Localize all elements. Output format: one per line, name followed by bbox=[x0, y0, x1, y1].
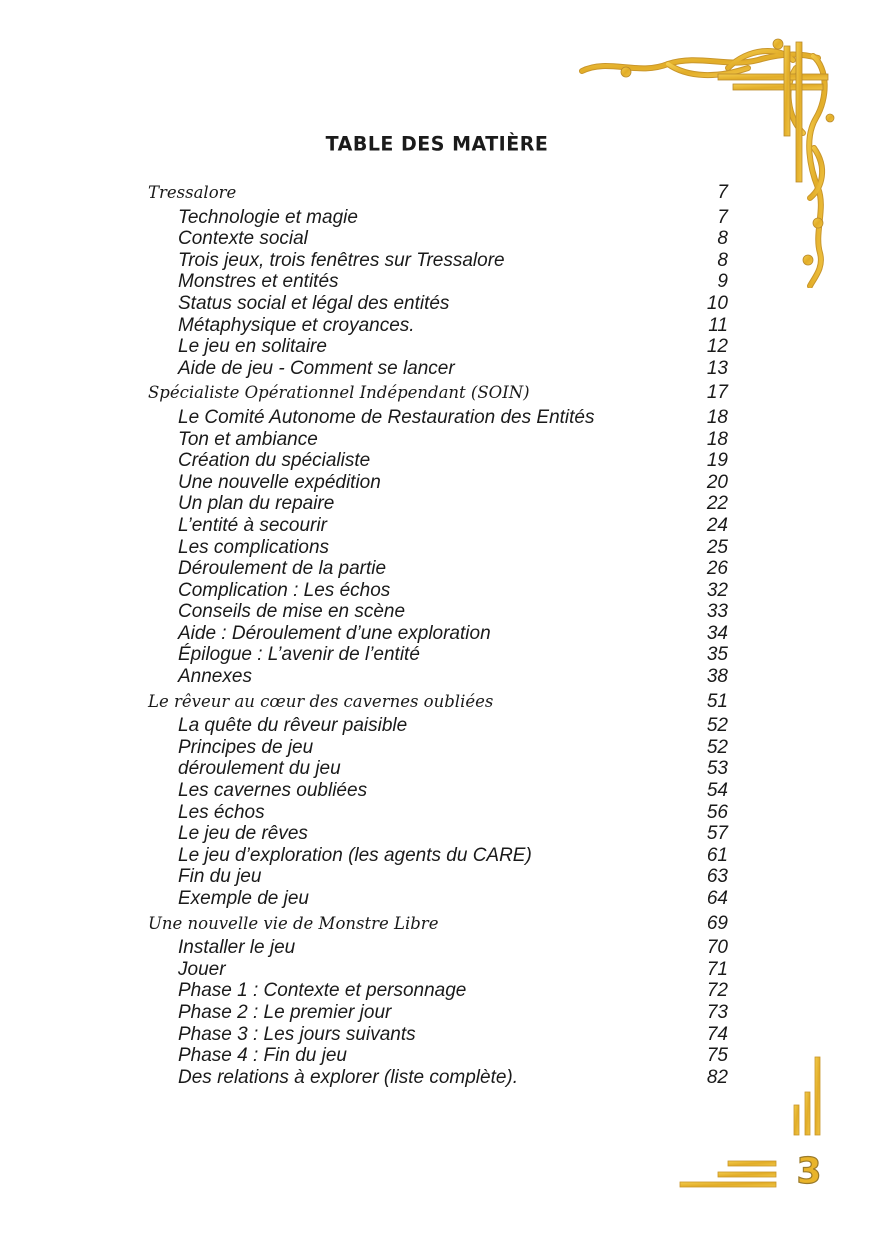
toc-subsection-entry[interactable] bbox=[148, 1067, 728, 1089]
toc-entry-page-number: 25 bbox=[706, 536, 728, 558]
toc-entry-page-number: 72 bbox=[706, 980, 728, 1002]
toc-entry-page-number: 26 bbox=[706, 558, 728, 580]
toc-entry-label: Trois jeux, trois fenêtres sur Tressalore bbox=[178, 249, 505, 271]
toc-entry-label: Création du spécialiste bbox=[178, 450, 371, 472]
toc-entry-page-number: 69 bbox=[706, 912, 728, 934]
toc-entry-page-number: 18 bbox=[706, 406, 728, 428]
toc-subsection-entry[interactable] bbox=[148, 959, 728, 981]
toc-entry-page-number: 53 bbox=[706, 758, 728, 780]
page-title: TABLE DES MATIÈRE bbox=[325, 132, 549, 156]
toc-entry-page-number: 13 bbox=[706, 357, 728, 379]
toc-entry-label: Jouer bbox=[178, 958, 226, 980]
toc-subsection-entry[interactable] bbox=[148, 823, 728, 845]
toc-subsection-entry[interactable] bbox=[148, 1024, 728, 1046]
toc-subsection-entry[interactable] bbox=[148, 336, 728, 358]
toc-entry-label: Le jeu d’exploration (les agents du CARE) bbox=[178, 844, 532, 866]
toc-entry-label: Phase 1 : Contexte et personnage bbox=[178, 980, 467, 1002]
page-number: 3 bbox=[796, 1151, 822, 1192]
toc-entry-label: Installer le jeu bbox=[178, 937, 296, 959]
toc-entry-page-number: 7 bbox=[717, 206, 728, 228]
toc-entry-page-number: 70 bbox=[706, 937, 728, 959]
toc-entry-label: Une nouvelle expédition bbox=[178, 471, 381, 493]
toc-entry-label: Les échos bbox=[178, 801, 265, 823]
toc-subsection-entry[interactable] bbox=[148, 228, 728, 250]
toc-entry-page-number: 75 bbox=[706, 1045, 728, 1067]
toc-entry-label: Conseils de mise en scène bbox=[178, 601, 406, 623]
toc-subsection-entry[interactable] bbox=[148, 493, 728, 515]
toc-section-entry[interactable] bbox=[148, 913, 728, 935]
toc-entry-page-number: 22 bbox=[706, 493, 728, 515]
toc-subsection-entry[interactable] bbox=[148, 358, 728, 380]
toc-entry-page-number: 8 bbox=[717, 228, 728, 250]
toc-entry-label: Phase 3 : Les jours suivants bbox=[178, 1023, 416, 1045]
toc-subsection-entry[interactable] bbox=[148, 472, 728, 494]
toc-entry-page-number: 63 bbox=[706, 866, 728, 888]
toc-subsection-entry[interactable] bbox=[148, 937, 728, 959]
toc-subsection-entry[interactable] bbox=[148, 537, 728, 559]
toc-entry-label: Tressalore bbox=[148, 183, 237, 202]
toc-entry-page-number: 52 bbox=[706, 736, 728, 758]
toc-entry-page-number: 56 bbox=[706, 801, 728, 823]
toc-subsection-entry[interactable] bbox=[148, 271, 728, 293]
toc-entry-page-number: 32 bbox=[706, 579, 728, 601]
toc-entry-label: Un plan du repaire bbox=[178, 493, 335, 515]
toc-entry-page-number: 57 bbox=[706, 823, 728, 845]
toc-entry-page-number: 82 bbox=[706, 1066, 728, 1088]
toc-entry-label: Principes de jeu bbox=[178, 736, 314, 758]
toc-entry-page-number: 20 bbox=[706, 471, 728, 493]
toc-entry-label: Épilogue : L’avenir de l’entité bbox=[178, 644, 420, 666]
toc-entry-page-number: 33 bbox=[706, 601, 728, 623]
toc-subsection-entry[interactable] bbox=[148, 407, 728, 429]
toc-subsection-entry[interactable] bbox=[148, 737, 728, 759]
toc-entry-label: Exemple de jeu bbox=[178, 888, 309, 909]
toc-subsection-entry[interactable] bbox=[148, 601, 728, 623]
toc-subsection-entry[interactable] bbox=[148, 845, 728, 867]
toc-subsection-entry[interactable] bbox=[148, 558, 728, 580]
toc-entry-page-number: 11 bbox=[708, 314, 728, 336]
toc-entry-label: Status social et légal des entités bbox=[178, 292, 450, 314]
toc-entry-label: Les cavernes oubliées bbox=[178, 780, 368, 802]
toc-subsection-entry[interactable] bbox=[148, 666, 728, 688]
toc-entry-page-number: 52 bbox=[706, 715, 728, 737]
toc-entry-page-number: 71 bbox=[706, 958, 728, 980]
toc-entry-label: Aide de jeu - Comment se lancer bbox=[178, 357, 455, 379]
toc-entry-label: La quête du rêveur paisible bbox=[178, 715, 408, 737]
toc-entry-label: Complication : Les échos bbox=[178, 579, 391, 601]
toc-entry-label: Technologie et magie bbox=[178, 206, 358, 228]
toc-entry-page-number: 54 bbox=[706, 780, 728, 802]
toc-subsection-entry[interactable] bbox=[148, 207, 728, 229]
toc-subsection-entry[interactable] bbox=[148, 580, 728, 602]
toc-entry-label: Monstres et entités bbox=[178, 271, 339, 293]
toc-entry-label: Spécialiste Opérationnel Indépendant (SOIN) bbox=[148, 383, 530, 403]
toc-entry-label: Les complications bbox=[178, 536, 330, 558]
toc-entry-page-number: 34 bbox=[706, 622, 728, 644]
toc-entry-label: Déroulement de la partie bbox=[178, 558, 387, 580]
toc-entry-page-number: 19 bbox=[706, 450, 728, 472]
toc-entry-label: Le jeu en solitaire bbox=[178, 336, 327, 358]
toc-entry-page-number: 35 bbox=[706, 644, 728, 666]
toc-subsection-entry[interactable] bbox=[148, 780, 728, 802]
toc-entry-label: Aide : Déroulement d’une exploration bbox=[178, 622, 491, 644]
toc-subsection-entry[interactable] bbox=[148, 1002, 728, 1024]
toc-entry-page-number: 9 bbox=[717, 271, 728, 293]
toc-entry-page-number: 8 bbox=[717, 249, 728, 271]
toc-entry-page-number: 74 bbox=[706, 1023, 728, 1045]
toc-entry-label: Métaphysique et croyances. bbox=[178, 314, 415, 336]
toc-entry-label: Fin du jeu bbox=[178, 866, 262, 888]
toc-entry-label: Une nouvelle vie de Monstre Libre bbox=[148, 913, 439, 933]
toc-subsection-entry[interactable] bbox=[148, 866, 728, 888]
toc-entry-label: Contexte social bbox=[178, 228, 308, 250]
toc-entry-label: Annexes bbox=[178, 666, 252, 688]
toc-entry-page-number: 24 bbox=[706, 514, 728, 536]
toc-entry-page-number: 7 bbox=[717, 182, 728, 203]
toc-subsection-entry[interactable] bbox=[148, 888, 728, 910]
toc-entry-label: Ton et ambiance bbox=[178, 428, 318, 450]
toc-subsection-entry[interactable] bbox=[148, 315, 728, 337]
toc-subsection-entry[interactable] bbox=[148, 429, 728, 451]
toc-entry-label: Le rêveur au cœur des cavernes oubliées bbox=[148, 691, 494, 711]
toc-entry-label: Le jeu de rêves bbox=[178, 823, 308, 845]
toc-section-entry[interactable] bbox=[148, 382, 728, 404]
table-of-contents bbox=[148, 182, 728, 1088]
toc-subsection-entry[interactable] bbox=[148, 250, 728, 272]
toc-entry-page-number: 61 bbox=[706, 844, 728, 866]
toc-entry-page-number: 17 bbox=[706, 382, 728, 404]
toc-entry-label: Des relations à explorer (liste complète). bbox=[178, 1066, 519, 1088]
toc-entry-page-number: 73 bbox=[706, 1001, 728, 1023]
toc-subsection-entry[interactable] bbox=[148, 758, 728, 780]
toc-entry-page-number: 12 bbox=[706, 336, 728, 358]
toc-entry-page-number: 10 bbox=[706, 292, 728, 314]
toc-entry-page-number: 51 bbox=[706, 690, 728, 712]
toc-subsection-entry[interactable] bbox=[148, 293, 728, 315]
toc-entry-label: déroulement du jeu bbox=[178, 758, 341, 780]
toc-subsection-entry[interactable] bbox=[148, 450, 728, 472]
toc-entry-page-number: 64 bbox=[706, 888, 728, 909]
toc-section-entry[interactable] bbox=[148, 182, 728, 204]
toc-subsection-entry[interactable] bbox=[148, 515, 728, 537]
toc-subsection-entry[interactable] bbox=[148, 980, 728, 1002]
toc-entry-page-number: 18 bbox=[706, 428, 728, 450]
toc-entry-label: Phase 2 : Le premier jour bbox=[178, 1001, 392, 1023]
toc-subsection-entry[interactable] bbox=[148, 715, 728, 737]
toc-entry-label: Phase 4 : Fin du jeu bbox=[178, 1045, 347, 1067]
toc-section-entry[interactable] bbox=[148, 691, 728, 713]
toc-subsection-entry[interactable] bbox=[148, 623, 728, 645]
toc-entry-page-number: 38 bbox=[706, 666, 728, 688]
toc-entry-label: Le Comité Autonome de Restauration des Entités bbox=[178, 406, 595, 428]
toc-subsection-entry[interactable] bbox=[148, 1045, 728, 1067]
toc-entry-label: L’entité à secourir bbox=[178, 514, 327, 536]
toc-subsection-entry[interactable] bbox=[148, 644, 728, 666]
toc-subsection-entry[interactable] bbox=[148, 802, 728, 824]
